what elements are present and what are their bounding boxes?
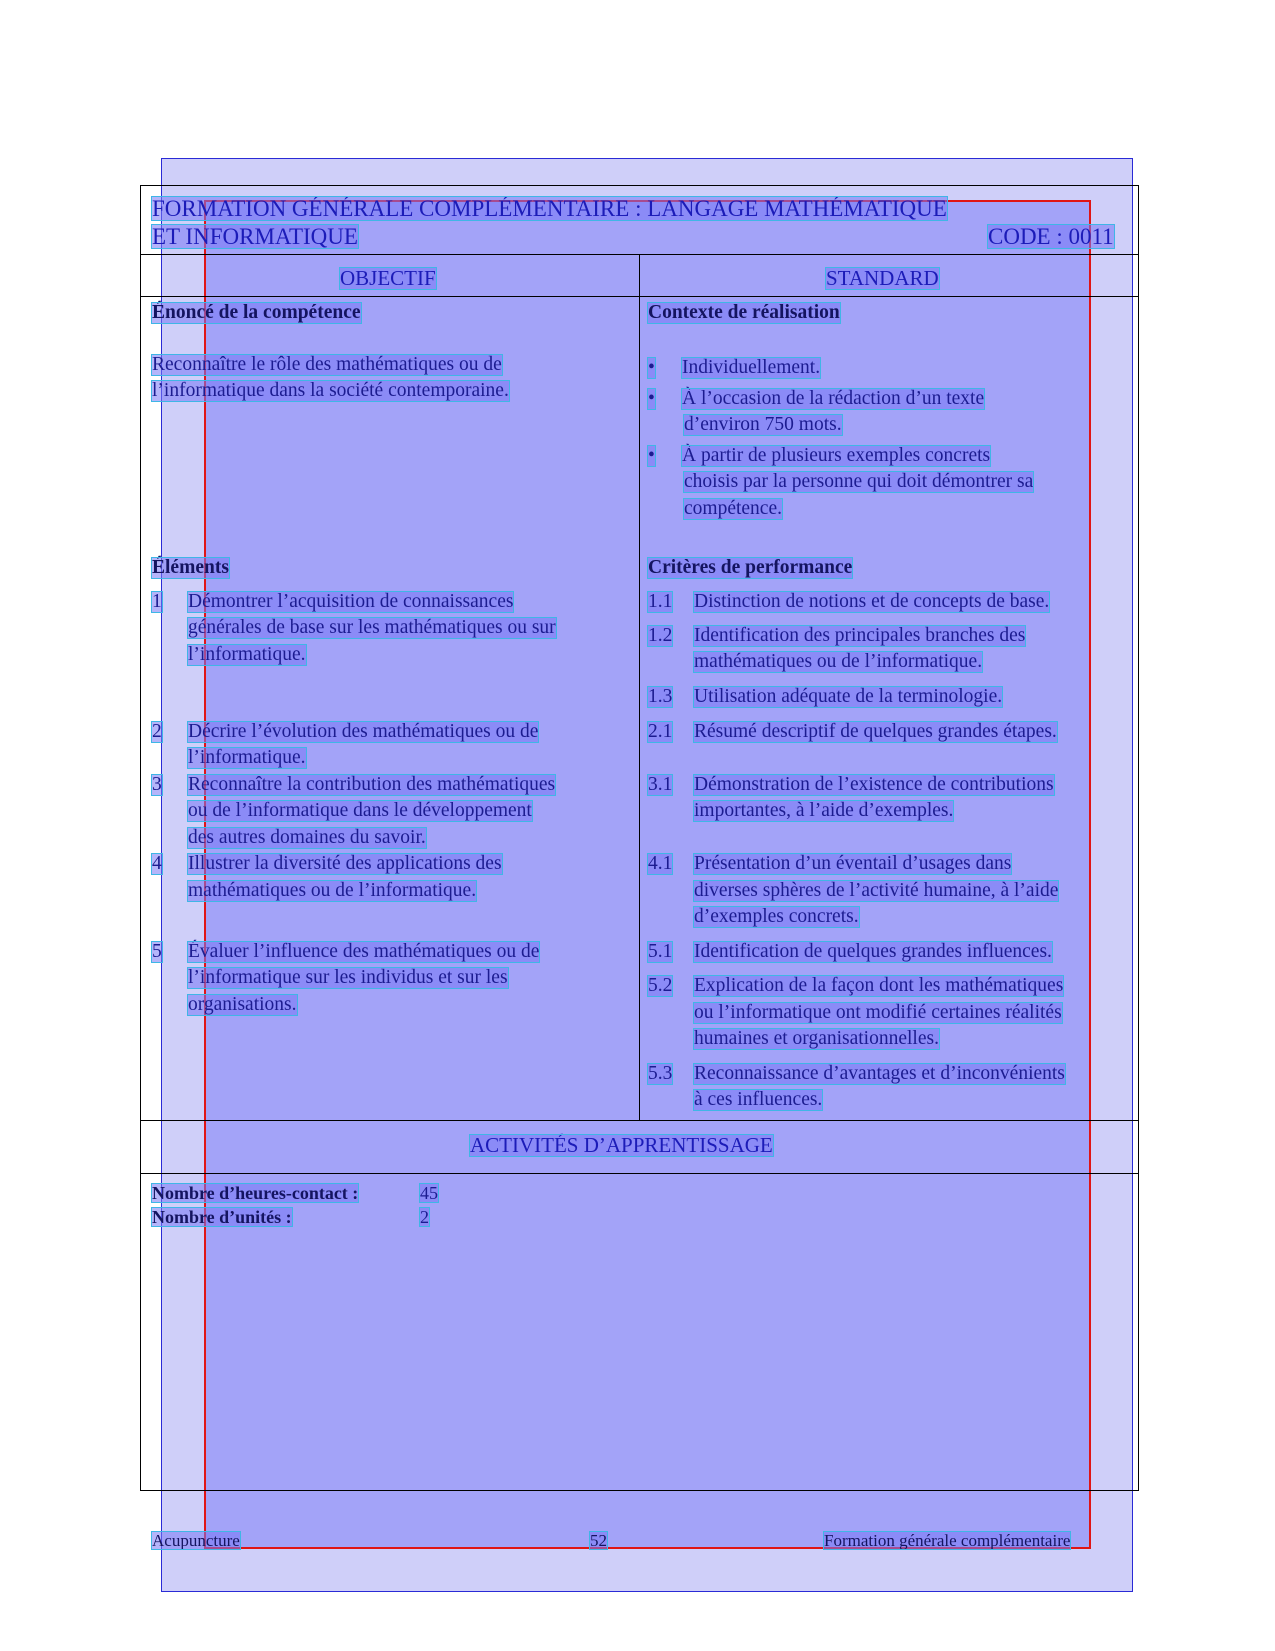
criterion-4-1-line-3: d’exemples concrets. [694, 906, 859, 927]
footer-left: Acupuncture [152, 1531, 240, 1550]
context-item-1: Individuellement. [682, 357, 821, 378]
footer-right: Formation générale complémentaire [824, 1531, 1071, 1550]
criterion-5-3-line-1: Reconnaissance d’avantages et d’inconvénients [694, 1063, 1065, 1084]
criteria-heading: Critères de performance [648, 557, 853, 578]
title-line-1: FORMATION GÉNÉRALE COMPLÉMENTAIRE : LANGAGE MATHÉMATIQUE [152, 196, 947, 221]
page-number: 52 [590, 1531, 607, 1550]
element-number: 3 [152, 774, 162, 795]
criterion-number: 5.3 [648, 1063, 673, 1084]
element-1-line-1: Démontrer l’acquisition de connaissances [188, 591, 514, 612]
criterion-2-1-line-1: Résumé descriptif de quelques grandes étapes. [694, 721, 1057, 742]
column-header-standard: STANDARD [826, 266, 939, 290]
competence-line-2: l’informatique dans la société contemporaine. [152, 380, 509, 401]
context-item-2-line-2: d’environ 750 mots. [684, 414, 842, 435]
criterion-number: 2.1 [648, 721, 673, 742]
element-3-line-2: ou de l’informatique dans le développement [188, 800, 532, 821]
element-4-line-1: Illustrer la diversité des applications des [188, 853, 502, 874]
element-3-line-3: des autres domaines du savoir. [188, 827, 426, 848]
element-number: 4 [152, 853, 162, 874]
criterion-1-1-line-1: Distinction de notions et de concepts de base. [694, 591, 1050, 612]
criterion-number: 1.3 [648, 686, 673, 707]
divider-activities-bottom [140, 1173, 1139, 1174]
criterion-5-2-line-3: humaines et organisationnelles. [694, 1028, 939, 1049]
element-number: 1 [152, 591, 162, 612]
competence-heading: Énoncé de la compétence [152, 302, 361, 323]
criterion-4-1-line-2: diverses sphères de l’activité humaine, à l’aide [694, 880, 1059, 901]
context-heading: Contexte de réalisation [648, 302, 840, 323]
criterion-1-3-line-1: Utilisation adéquate de la terminologie. [694, 686, 1003, 707]
criterion-5-2-line-1: Explication de la façon dont les mathématiques [694, 975, 1064, 996]
criterion-number: 1.1 [648, 591, 673, 612]
context-item-3-line-2: choisis par la personne qui doit démontrer sa [684, 471, 1034, 492]
element-5-line-3: organisations. [188, 994, 297, 1015]
criterion-number: 3.1 [648, 774, 673, 795]
divider-activities-top [140, 1120, 1139, 1121]
hours-value: 45 [420, 1183, 438, 1203]
column-divider [639, 254, 640, 1120]
element-number: 2 [152, 721, 162, 742]
element-2-line-2: l’informatique. [188, 747, 306, 768]
element-4-line-2: mathématiques ou de l’informatique. [188, 880, 477, 901]
criterion-number: 5.2 [648, 975, 673, 996]
criterion-1-2-line-2: mathématiques ou de l’informatique. [694, 651, 983, 672]
competence-line-1: Reconnaître le rôle des mathématiques ou de [152, 354, 502, 375]
criterion-number: 5.1 [648, 941, 673, 962]
element-3-line-1: Reconnaître la contribution des mathématiques [188, 774, 556, 795]
activities-heading: ACTIVITÉS D’APPRENTISSAGE [470, 1133, 773, 1157]
element-5-line-2: l’informatique sur les individus et sur les [188, 967, 508, 988]
criterion-3-1-line-2: importantes, à l’aide d’exemples. [694, 800, 954, 821]
criterion-4-1-line-1: Présentation d’un éventail d’usages dans [694, 853, 1012, 874]
units-value: 2 [420, 1207, 429, 1227]
title-line-2: ET INFORMATIQUE [152, 224, 358, 249]
criterion-5-2-line-2: ou l’informatique ont modifié certaines réalités [694, 1002, 1062, 1023]
context-item-3-line-1: À partir de plusieurs exemples concrets [682, 445, 991, 466]
criterion-number: 4.1 [648, 853, 673, 874]
criterion-3-1-line-1: Démonstration de l’existence de contributions [694, 774, 1054, 795]
element-5-line-1: Évaluer l’influence des mathématiques ou de [188, 941, 540, 962]
element-2-line-1: Décrire l’évolution des mathématiques ou de [188, 721, 539, 742]
course-code: CODE : 0011 [988, 224, 1114, 249]
criterion-1-2-line-1: Identification des principales branches des [694, 625, 1026, 646]
bullet-icon: • [648, 357, 655, 378]
bullet-icon: • [648, 445, 655, 466]
context-item-2-line-1: À l’occasion de la rédaction d’un texte [682, 388, 985, 409]
units-label: Nombre d’unités : [152, 1207, 292, 1227]
criterion-number: 1.2 [648, 625, 673, 646]
criterion-5-3-line-2: à ces influences. [694, 1089, 823, 1110]
elements-heading: Éléments [152, 557, 229, 578]
column-header-objectif: OBJECTIF [340, 266, 436, 290]
bullet-icon: • [648, 388, 655, 409]
criterion-5-1-line-1: Identification de quelques grandes influences. [694, 941, 1052, 962]
element-number: 5 [152, 941, 162, 962]
element-1-line-3: l’informatique. [188, 644, 306, 665]
context-item-3-line-3: compétence. [684, 498, 782, 519]
element-1-line-2: générales de base sur les mathématiques ou sur [188, 617, 556, 638]
hours-label: Nombre d’heures-contact : [152, 1183, 359, 1203]
